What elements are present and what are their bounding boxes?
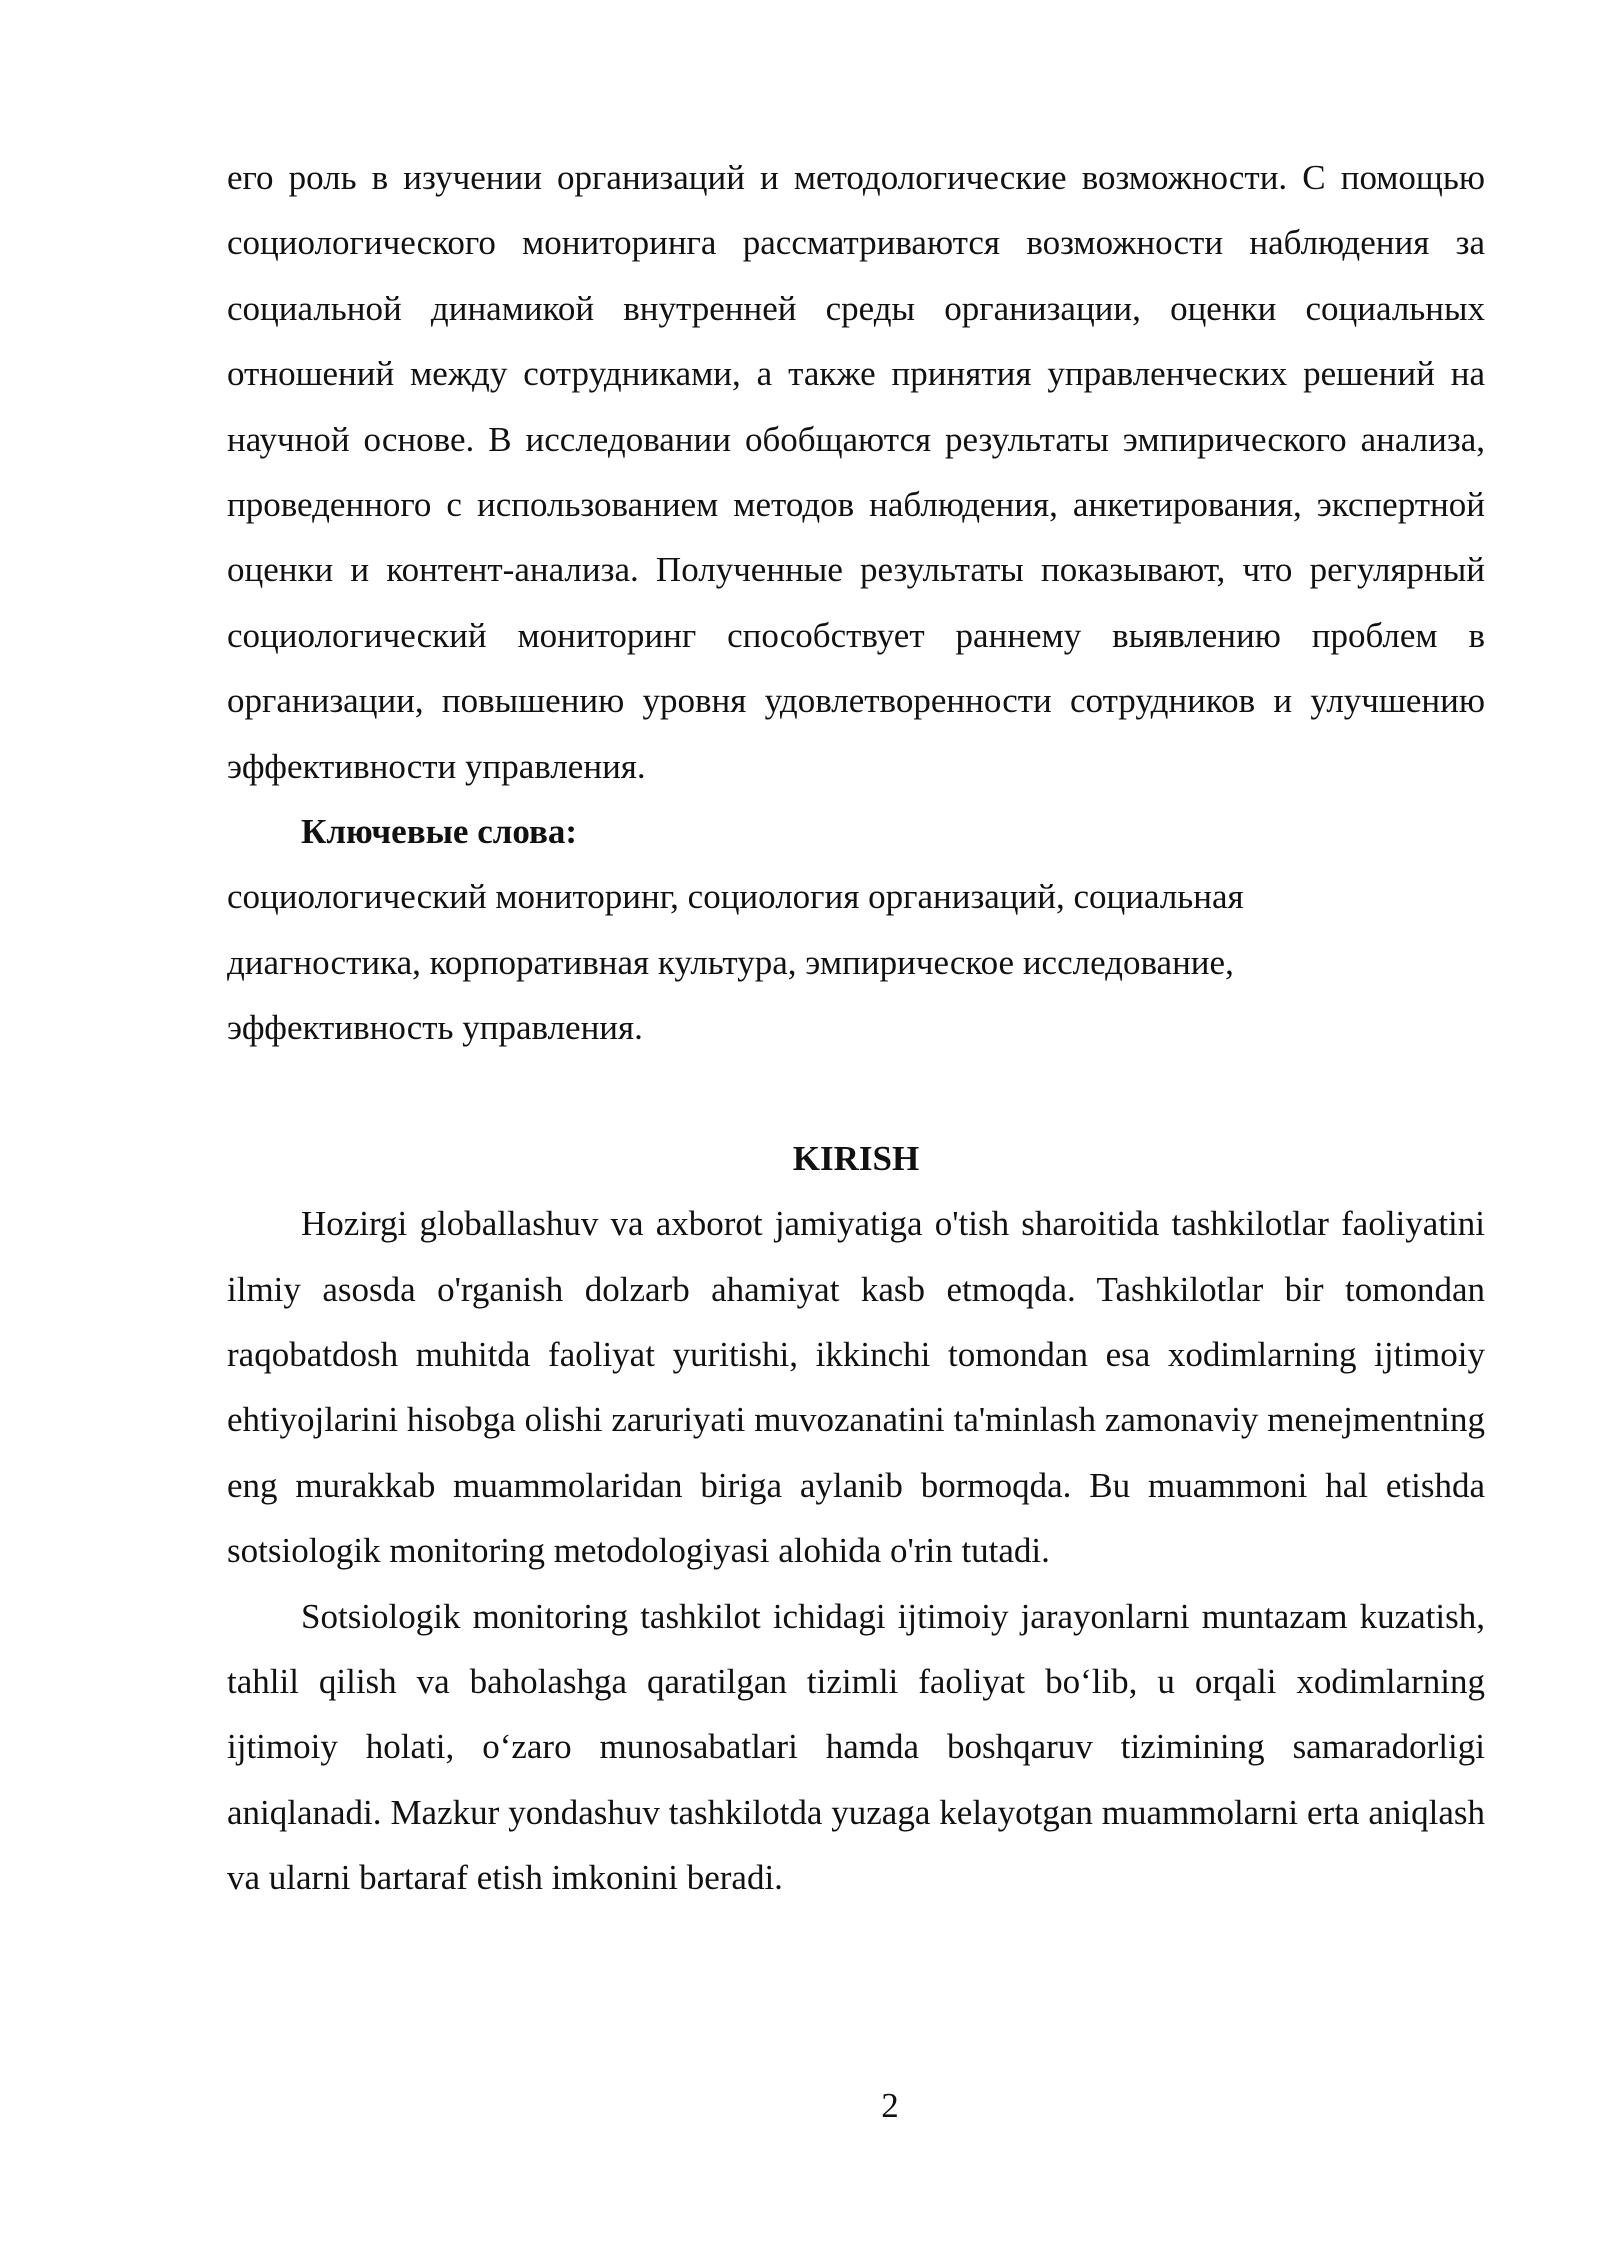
abstract-paragraph: его роль в изучении организаций и методологические возможности. С помощью социологического мониторинга рассматриваются возможности наблюдения за социальной динамикой внутренней среды организации, оценки социальных отношений между сотрудниками, а также принятия управленческих решений на научной основе. В исследовании обобщаются результаты эмпирического анализа, проведенного с использованием методов наблюдения, анкетирования, экспертной оценки и контент-анализа. Полученные результаты показывают, что регулярный социологический мониторинг способствует раннему выявлению проблем в организации, повышению уровня удовлетворенности сотрудников и улучшению эффективности управления. bbox=[227, 158, 1485, 786]
keywords-list bbox=[227, 864, 1485, 1060]
keywords-line: диагностика, корпоративная культура, эмпирическое исследование, bbox=[227, 942, 1234, 982]
page-content bbox=[227, 145, 1485, 1911]
page-number: 2 bbox=[881, 2086, 899, 2125]
keywords-heading: Ключевые слова: bbox=[301, 812, 578, 852]
body-paragraph: Sotsiologik monitoring tashkilot ichidagi ijtimoiy jarayonlarni muntazam kuzatish, tahlil qilish va baholashga qaratilgan tizimli faoliyat bo‘lib, u orqali xodimlarning ijtimoiy holati, o‘zaro munosabatlari hamda boshqaruv tizimining samaradorligi aniqlanadi. Mazkur yondashuv tashkilotda yuzaga kelayotgan muammolarni erta aniqlash va ularni bartaraf etish imkonini beradi. bbox=[227, 1596, 1485, 1898]
keywords-line: социологический мониторинг, социология организаций, социальная bbox=[227, 877, 1244, 917]
keywords-line: эффективность управления. bbox=[227, 1008, 643, 1048]
section-title: KIRISH bbox=[792, 1138, 920, 1178]
body-paragraph: Hozirgi globallashuv va axborot jamiyatiga o'tish sharoitida tashkilotlar faoliyatini ilmiy asosda o'rganish dolzarb ahamiyat kasb etmoqda. Tashkilotlar bir tomondan raqobatdosh muhitda faoliyat yuritishi, ikkinchi tomondan esa xodimlarning ijtimoiy ehtiyojlarini hisobga olishi zaruriyati muvozanatini ta'minlash zamonaviy menejmentning eng murakkab muammolaridan biriga aylanib bormoqda. Bu muammoni hal etishda sotsiologik monitoring metodologiyasi alohida o'rin tutadi. bbox=[227, 1204, 1485, 1571]
